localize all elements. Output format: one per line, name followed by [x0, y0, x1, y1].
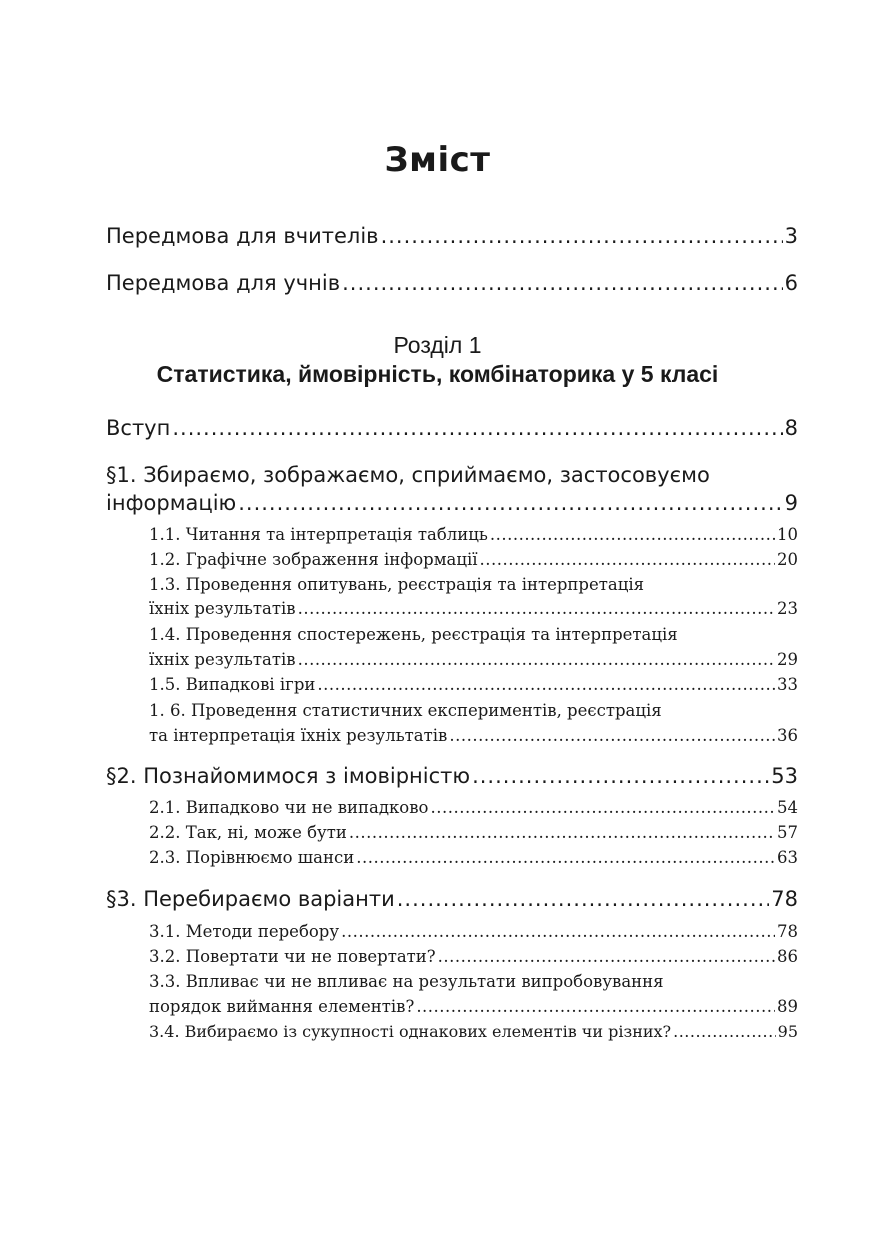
toc-page-number: 6 — [784, 271, 798, 295]
toc-entry-1-6[interactable] — [149, 726, 798, 745]
toc-entry-label: §3. Перебираємо варіанти — [106, 887, 395, 911]
toc-entry-label: порядок виймання елементів? — [149, 997, 415, 1016]
toc-entry-label: Передмова для вчителів — [106, 224, 379, 248]
toc-page-number: 63 — [777, 848, 798, 867]
toc-entry-label: 1.2. Графічне зображення інформації — [149, 550, 478, 569]
toc-page-number: 9 — [784, 491, 798, 515]
dot-leader — [341, 922, 775, 941]
toc-entry-label: 2.3. Порівнюємо шанси — [149, 848, 355, 867]
toc-page-number: 8 — [784, 416, 798, 440]
toc-chapter-1[interactable] — [106, 491, 798, 515]
toc-page-number: 3 — [784, 224, 798, 248]
dot-leader — [480, 550, 775, 569]
toc-entry-2-2[interactable] — [149, 823, 798, 842]
dot-leader — [472, 764, 769, 788]
toc-entry-1-4-line1[interactable]: 1.4. Проведення спостережень, реєстрація та інтерпретація — [149, 625, 678, 644]
dot-leader — [172, 416, 782, 440]
toc-entry-preface-students[interactable] — [106, 271, 798, 295]
toc-chapter-2[interactable] — [106, 764, 798, 788]
toc-entry-3-1[interactable] — [149, 922, 798, 941]
dot-leader — [298, 599, 775, 618]
toc-entry-3-3[interactable] — [149, 997, 798, 1016]
toc-entry-label: 1.1. Читання та інтерпретація таблиць — [149, 525, 488, 544]
toc-page-number: 33 — [777, 675, 798, 694]
toc-entry-2-3[interactable] — [149, 848, 798, 867]
toc-entry-label: Передмова для учнів — [106, 271, 341, 295]
dot-leader — [317, 675, 775, 694]
toc-entry-3-3-line1[interactable]: 3.3. Впливає чи не впливає на результати випробовування — [149, 972, 664, 991]
toc-entry-label: 3.2. Повертати чи не повертати? — [149, 947, 436, 966]
toc-entry-1-4[interactable] — [149, 650, 798, 669]
dot-leader — [430, 798, 775, 817]
toc-entry-2-1[interactable] — [149, 798, 798, 817]
dot-leader — [416, 997, 775, 1016]
toc-entry-3-2[interactable] — [149, 947, 798, 966]
toc-page-number: 78 — [771, 887, 798, 911]
toc-page-number: 23 — [777, 599, 798, 618]
toc-entry-label: 1.5. Випадкові ігри — [149, 675, 316, 694]
toc-page-number: 89 — [777, 997, 798, 1016]
toc-page-number: 53 — [771, 764, 798, 788]
toc-entry-label: та інтерпретація їхніх результатів — [149, 726, 448, 745]
toc-entry-label: 3.4. Вибираємо із сукупності однакових елементів чи різних? — [149, 1022, 672, 1041]
toc-entry-label: 3.1. Методи перебору — [149, 922, 340, 941]
dot-leader — [673, 1022, 776, 1041]
dot-leader — [349, 823, 775, 842]
dot-leader — [381, 224, 783, 248]
toc-page-number: 36 — [777, 726, 798, 745]
toc-page-number: 29 — [777, 650, 798, 669]
toc-entry-label: інформацію — [106, 491, 237, 515]
dot-leader — [298, 650, 775, 669]
dot-leader — [490, 525, 775, 544]
toc-page-number: 95 — [777, 1022, 798, 1041]
toc-entry-intro[interactable] — [106, 416, 798, 440]
toc-entry-label: §2. Познайомимося з імовірністю — [106, 764, 471, 788]
toc-entry-1-3[interactable] — [149, 599, 798, 618]
toc-entry-preface-teachers[interactable] — [106, 224, 798, 248]
toc-entry-label: 2.2. Так, ні, може бути — [149, 823, 347, 842]
toc-entry-1-3-line1[interactable]: 1.3. Проведення опитувань, реєстрація та інтерпретація — [149, 575, 645, 594]
dot-leader — [238, 491, 782, 515]
toc-entry-3-4[interactable] — [149, 1022, 798, 1041]
dot-leader — [449, 726, 775, 745]
dot-leader — [438, 947, 775, 966]
toc-entry-label: їхніх результатів — [149, 599, 296, 618]
toc-entry-1-6-line1[interactable]: 1. 6. Проведення статистичних експериментів, реєстрація — [149, 701, 662, 720]
toc-page-number: 57 — [777, 823, 798, 842]
part-number: Розділ 1 — [393, 332, 482, 358]
page-title: Зміст — [384, 140, 491, 180]
toc-page-number: 54 — [777, 798, 798, 817]
toc-page-number: 10 — [777, 525, 798, 544]
toc-entry-label: 2.1. Випадково чи не випадково — [149, 798, 429, 817]
toc-entry-label: Вступ — [106, 416, 171, 440]
toc-chapter-3[interactable] — [106, 887, 798, 911]
part-name: Статистика, ймовірність, комбінаторика у 5 класі — [156, 361, 719, 387]
toc-page-number: 78 — [777, 922, 798, 941]
toc-entry-label: їхніх результатів — [149, 650, 296, 669]
toc-page-number: 86 — [777, 947, 798, 966]
toc-entry-1-1[interactable] — [149, 525, 798, 544]
toc-entry-1-5[interactable] — [149, 675, 798, 694]
toc-page-number: 20 — [777, 550, 798, 569]
dot-leader — [342, 271, 783, 295]
toc-entry-1-2[interactable] — [149, 550, 798, 569]
dot-leader — [356, 848, 775, 867]
dot-leader — [397, 887, 770, 911]
toc-chapter-1-line1[interactable]: §1. Збираємо, зображаємо, сприймаємо, застосовуємо — [106, 463, 710, 487]
